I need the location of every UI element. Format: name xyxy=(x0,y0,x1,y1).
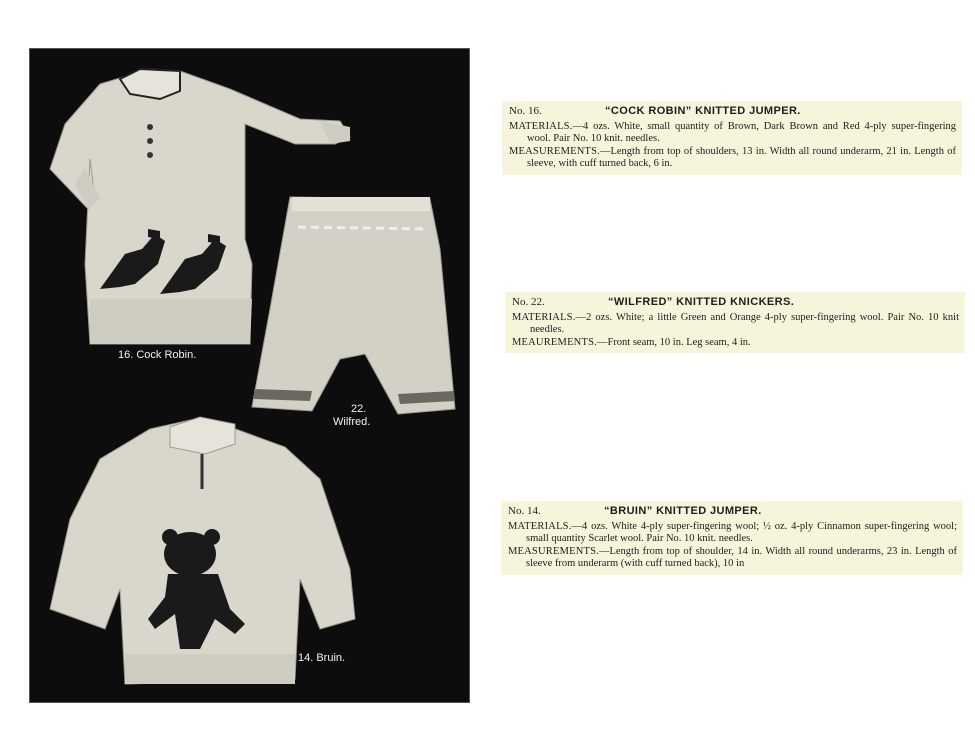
bruin-jumper xyxy=(50,417,355,684)
pattern-heading xyxy=(508,505,957,518)
caption-bruin: 14. Bruin. xyxy=(298,652,346,664)
materials-label: MATERIALS. xyxy=(512,311,576,323)
pattern-number: No. 22. xyxy=(512,296,545,308)
materials-text: —4 ozs. White 4-ply super-fingering wool; ½ oz. 4-ply Cinnamon super-fingering wool; small quantity Scarlet wool. Pair No. 10 knit. needles. xyxy=(526,520,957,544)
measurements-text: —Length from top of shoulder, 14 in. Width all round underarms, 23 in. Length of sleeve from underarm (with cuff turned back), 10 in xyxy=(526,545,957,569)
measurements-label: MEASUREMENTS. xyxy=(509,145,600,157)
measurements-text: —Length from top of shoulders, 13 in. Width all round underarm, 21 in. Length of sleeve, with cuff turned back, 6 in. xyxy=(527,145,956,169)
measurements-label: MEAUREMENTS. xyxy=(512,336,597,348)
pattern-title: “WILFRED” KNITTED KNICKERS. xyxy=(608,296,795,308)
pattern-title: “COCK ROBIN” KNITTED JUMPER. xyxy=(605,105,801,117)
caption-wilfred-name: Wilfred. xyxy=(333,416,371,428)
pattern-heading xyxy=(512,296,959,309)
pattern-wilfred xyxy=(505,292,965,353)
pattern-bruin xyxy=(501,501,963,575)
pattern-heading xyxy=(509,105,956,118)
materials-text: —4 ozs. White, small quantity of Brown, Dark Brown and Red 4-ply super-fingering wool. Pair No. 10 knit. needles. xyxy=(527,120,956,144)
caption-cock-robin: 16. Cock Robin. xyxy=(118,349,197,361)
materials-paragraph xyxy=(512,312,959,337)
materials-text: —2 ozs. White; a little Green and Orange 4-ply super-fingering wool. Pair No. 10 knit needles. xyxy=(530,311,959,335)
caption-wilfred-number: 22. xyxy=(351,403,367,415)
materials-label: MATERIALS. xyxy=(509,120,573,132)
measurements-paragraph xyxy=(512,337,959,350)
materials-paragraph xyxy=(509,121,956,146)
garment-illustration xyxy=(30,49,470,703)
measurements-paragraph xyxy=(508,546,957,571)
pattern-title: “BRUIN” KNITTED JUMPER. xyxy=(604,505,762,517)
measurements-paragraph xyxy=(509,146,956,171)
measurements-label: MEASUREMENTS. xyxy=(508,545,599,557)
measurements-text: —Front seam, 10 in. Leg seam, 4 in. xyxy=(596,336,751,348)
pattern-number: No. 14. xyxy=(508,505,541,517)
materials-label: MATERIALS. xyxy=(508,520,572,532)
wilfred-knickers xyxy=(252,197,455,414)
pattern-number: No. 16. xyxy=(509,105,542,117)
photo-plate xyxy=(29,48,470,703)
pattern-cock-robin xyxy=(502,101,962,175)
materials-paragraph xyxy=(508,521,957,546)
